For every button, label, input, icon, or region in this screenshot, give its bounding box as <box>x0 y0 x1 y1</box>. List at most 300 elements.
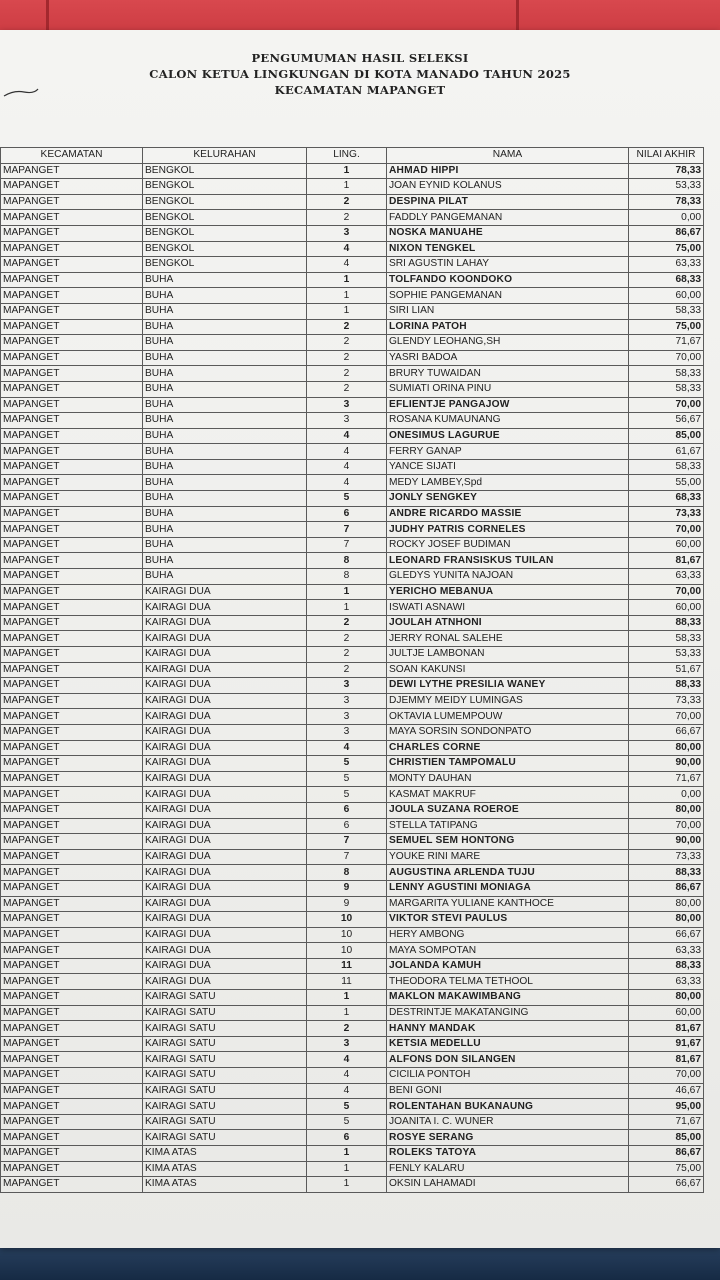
kelurahan-cell: KAIRAGI SATU <box>143 1036 307 1052</box>
ling-cell: 4 <box>307 1068 387 1084</box>
kecamatan-cell: MAPANGET <box>1 303 143 319</box>
kelurahan-cell: KAIRAGI DUA <box>143 693 307 709</box>
kelurahan-cell: KAIRAGI DUA <box>143 787 307 803</box>
ling-cell: 1 <box>307 990 387 1006</box>
ling-cell: 3 <box>307 1036 387 1052</box>
table-row <box>1 787 704 803</box>
table-row <box>1 522 704 538</box>
nilai-cell: 80,00 <box>629 802 704 818</box>
ling-cell: 1 <box>307 600 387 616</box>
table-row <box>1 1130 704 1146</box>
ling-cell: 1 <box>307 1146 387 1162</box>
kelurahan-cell: BUHA <box>143 319 307 335</box>
kecamatan-cell: MAPANGET <box>1 1177 143 1193</box>
kecamatan-cell: MAPANGET <box>1 179 143 195</box>
kecamatan-cell: MAPANGET <box>1 600 143 616</box>
ling-cell: 7 <box>307 522 387 538</box>
kelurahan-cell: KAIRAGI DUA <box>143 756 307 772</box>
kecamatan-cell: MAPANGET <box>1 974 143 990</box>
kecamatan-cell: MAPANGET <box>1 491 143 507</box>
kecamatan-cell: MAPANGET <box>1 724 143 740</box>
kecamatan-cell: MAPANGET <box>1 1005 143 1021</box>
table-row <box>1 943 704 959</box>
kecamatan-cell: MAPANGET <box>1 740 143 756</box>
table-row <box>1 335 704 351</box>
ling-cell: 2 <box>307 335 387 351</box>
kecamatan-cell: MAPANGET <box>1 1068 143 1084</box>
kelurahan-cell: BUHA <box>143 272 307 288</box>
nilai-cell: 58,33 <box>629 366 704 382</box>
table-row <box>1 958 704 974</box>
kecamatan-cell: MAPANGET <box>1 756 143 772</box>
kelurahan-cell: BUHA <box>143 522 307 538</box>
ling-cell: 4 <box>307 444 387 460</box>
ling-cell: 1 <box>307 1005 387 1021</box>
kelurahan-cell: KAIRAGI DUA <box>143 709 307 725</box>
table-row <box>1 912 704 928</box>
ling-cell: 2 <box>307 1021 387 1037</box>
ling-cell: 7 <box>307 834 387 850</box>
ling-cell: 4 <box>307 459 387 475</box>
nilai-cell: 70,00 <box>629 709 704 725</box>
nama-cell: ISWATI ASNAWI <box>387 600 629 616</box>
table-row <box>1 397 704 413</box>
table-row <box>1 1083 704 1099</box>
table-row <box>1 802 704 818</box>
table-row <box>1 740 704 756</box>
kecamatan-cell: MAPANGET <box>1 802 143 818</box>
ling-cell: 8 <box>307 553 387 569</box>
nama-cell: MONTY DAUHAN <box>387 771 629 787</box>
nilai-cell: 63,33 <box>629 943 704 959</box>
kecamatan-cell: MAPANGET <box>1 1114 143 1130</box>
nama-cell: YERICHO MEBANUA <box>387 584 629 600</box>
nilai-cell: 60,00 <box>629 1005 704 1021</box>
nama-cell: AHMAD HIPPI <box>387 163 629 179</box>
kelurahan-cell: BENGKOL <box>143 257 307 273</box>
nilai-cell: 88,33 <box>629 678 704 694</box>
kecamatan-cell: MAPANGET <box>1 506 143 522</box>
kecamatan-cell: MAPANGET <box>1 678 143 694</box>
kelurahan-cell: BUHA <box>143 459 307 475</box>
nilai-cell: 95,00 <box>629 1099 704 1115</box>
table-row <box>1 506 704 522</box>
kelurahan-cell: BENGKOL <box>143 163 307 179</box>
ling-cell: 2 <box>307 350 387 366</box>
ling-cell: 4 <box>307 428 387 444</box>
nilai-cell: 71,67 <box>629 771 704 787</box>
kelurahan-cell: BENGKOL <box>143 210 307 226</box>
nama-cell: DESTRINTJE MAKATANGING <box>387 1005 629 1021</box>
kelurahan-cell: BUHA <box>143 491 307 507</box>
nilai-cell: 80,00 <box>629 740 704 756</box>
ling-cell: 4 <box>307 257 387 273</box>
table-row <box>1 927 704 943</box>
nilai-cell: 0,00 <box>629 210 704 226</box>
table-row <box>1 459 704 475</box>
kecamatan-cell: MAPANGET <box>1 662 143 678</box>
nilai-cell: 85,00 <box>629 1130 704 1146</box>
kelurahan-cell: KAIRAGI SATU <box>143 1005 307 1021</box>
ling-cell: 2 <box>307 381 387 397</box>
nama-cell: ALFONS DON SILANGEN <box>387 1052 629 1068</box>
nama-cell: YOUKE RINI MARE <box>387 849 629 865</box>
ling-cell: 2 <box>307 615 387 631</box>
table-row <box>1 974 704 990</box>
kelurahan-cell: KAIRAGI DUA <box>143 724 307 740</box>
nilai-cell: 46,67 <box>629 1083 704 1099</box>
kecamatan-cell: MAPANGET <box>1 865 143 881</box>
nama-cell: NOSKA MANUAHE <box>387 225 629 241</box>
kecamatan-cell: MAPANGET <box>1 849 143 865</box>
nilai-cell: 61,67 <box>629 444 704 460</box>
kecamatan-cell: MAPANGET <box>1 257 143 273</box>
table-row <box>1 756 704 772</box>
kecamatan-cell: MAPANGET <box>1 771 143 787</box>
nama-cell: ROSYE SERANG <box>387 1130 629 1146</box>
table-row <box>1 225 704 241</box>
kelurahan-cell: KAIRAGI DUA <box>143 771 307 787</box>
kecamatan-cell: MAPANGET <box>1 1083 143 1099</box>
table-row <box>1 1005 704 1021</box>
kelurahan-cell: KAIRAGI SATU <box>143 1021 307 1037</box>
ling-cell: 2 <box>307 647 387 663</box>
table-row <box>1 241 704 257</box>
nama-cell: EFLIENTJE PANGAJOW <box>387 397 629 413</box>
kecamatan-cell: MAPANGET <box>1 912 143 928</box>
ling-cell: 4 <box>307 241 387 257</box>
table-row <box>1 428 704 444</box>
ling-cell: 9 <box>307 896 387 912</box>
nilai-cell: 90,00 <box>629 834 704 850</box>
nama-cell: OKTAVIA LUMEMPOUW <box>387 709 629 725</box>
kecamatan-cell: MAPANGET <box>1 1099 143 1115</box>
table-row <box>1 662 704 678</box>
kelurahan-cell: KAIRAGI DUA <box>143 678 307 694</box>
table-row <box>1 179 704 195</box>
nilai-cell: 66,67 <box>629 1177 704 1193</box>
kelurahan-cell: KAIRAGI DUA <box>143 974 307 990</box>
table-row <box>1 1099 704 1115</box>
kelurahan-cell: KAIRAGI DUA <box>143 834 307 850</box>
nama-cell: FERRY GANAP <box>387 444 629 460</box>
nilai-cell: 70,00 <box>629 397 704 413</box>
table-row <box>1 288 704 304</box>
nilai-cell: 58,33 <box>629 303 704 319</box>
nilai-cell: 56,67 <box>629 413 704 429</box>
nama-cell: BENI GONI <box>387 1083 629 1099</box>
kecamatan-cell: MAPANGET <box>1 880 143 896</box>
kecamatan-cell: MAPANGET <box>1 1036 143 1052</box>
nama-cell: DEWI LYTHE PRESILIA WANEY <box>387 678 629 694</box>
kelurahan-cell: BUHA <box>143 506 307 522</box>
nilai-cell: 66,67 <box>629 724 704 740</box>
nilai-cell: 63,33 <box>629 569 704 585</box>
kecamatan-cell: MAPANGET <box>1 428 143 444</box>
column-header-nama: NAMA <box>387 148 629 164</box>
kecamatan-cell: MAPANGET <box>1 1021 143 1037</box>
nilai-cell: 86,67 <box>629 880 704 896</box>
nilai-cell: 80,00 <box>629 912 704 928</box>
nama-cell: ROLENTAHAN BUKANAUNG <box>387 1099 629 1115</box>
nilai-cell: 71,67 <box>629 335 704 351</box>
kelurahan-cell: BUHA <box>143 381 307 397</box>
ling-cell: 3 <box>307 693 387 709</box>
nama-cell: VIKTOR STEVI PAULUS <box>387 912 629 928</box>
nilai-cell: 58,33 <box>629 459 704 475</box>
header-district: KECAMATAN MAPANGET <box>274 83 446 97</box>
ling-cell: 8 <box>307 865 387 881</box>
nilai-cell: 55,00 <box>629 475 704 491</box>
kecamatan-cell: MAPANGET <box>1 537 143 553</box>
table-row <box>1 647 704 663</box>
ling-cell: 6 <box>307 1130 387 1146</box>
kelurahan-cell: KAIRAGI DUA <box>143 600 307 616</box>
nilai-cell: 70,00 <box>629 1068 704 1084</box>
table-body <box>1 163 704 1192</box>
ling-cell: 2 <box>307 319 387 335</box>
table-row <box>1 1177 704 1193</box>
nilai-cell: 58,33 <box>629 631 704 647</box>
nama-cell: STELLA TATIPANG <box>387 818 629 834</box>
kecamatan-cell: MAPANGET <box>1 241 143 257</box>
kelurahan-cell: BUHA <box>143 397 307 413</box>
kelurahan-cell: BUHA <box>143 413 307 429</box>
kelurahan-cell: BENGKOL <box>143 194 307 210</box>
nama-cell: CHRISTIEN TAMPOMALU <box>387 756 629 772</box>
nilai-cell: 90,00 <box>629 756 704 772</box>
table-row <box>1 1052 704 1068</box>
ling-cell: 8 <box>307 569 387 585</box>
table-row <box>1 1036 704 1052</box>
kelurahan-cell: KAIRAGI DUA <box>143 740 307 756</box>
nama-cell: JOANITA I. C. WUNER <box>387 1114 629 1130</box>
nilai-cell: 75,00 <box>629 319 704 335</box>
nama-cell: DESPINA PILAT <box>387 194 629 210</box>
ling-cell: 3 <box>307 413 387 429</box>
kecamatan-cell: MAPANGET <box>1 444 143 460</box>
nilai-cell: 88,33 <box>629 865 704 881</box>
nilai-cell: 66,67 <box>629 927 704 943</box>
table-row <box>1 709 704 725</box>
kecamatan-cell: MAPANGET <box>1 1130 143 1146</box>
ling-cell: 1 <box>307 303 387 319</box>
kelurahan-cell: KIMA ATAS <box>143 1146 307 1162</box>
ling-cell: 2 <box>307 210 387 226</box>
nama-cell: JONLY SENGKEY <box>387 491 629 507</box>
kelurahan-cell: KAIRAGI DUA <box>143 927 307 943</box>
kelurahan-cell: KAIRAGI SATU <box>143 1114 307 1130</box>
kelurahan-cell: KAIRAGI SATU <box>143 1083 307 1099</box>
kelurahan-cell: KAIRAGI DUA <box>143 865 307 881</box>
nama-cell: TOLFANDO KOONDOKO <box>387 272 629 288</box>
ling-cell: 3 <box>307 724 387 740</box>
kecamatan-cell: MAPANGET <box>1 288 143 304</box>
kelurahan-cell: KAIRAGI SATU <box>143 1099 307 1115</box>
table-row <box>1 1021 704 1037</box>
table-row <box>1 413 704 429</box>
header-subtitle: CALON KETUA LINGKUNGAN DI KOTA MANADO TAHUN 2025 <box>149 67 571 81</box>
nama-cell: FENLY KALARU <box>387 1161 629 1177</box>
nama-cell: JULTJE LAMBONAN <box>387 647 629 663</box>
kelurahan-cell: KAIRAGI DUA <box>143 943 307 959</box>
ling-cell: 4 <box>307 475 387 491</box>
kecamatan-cell: MAPANGET <box>1 413 143 429</box>
results-table <box>0 147 704 1193</box>
table-row <box>1 771 704 787</box>
nama-cell: KETSIA MEDELLU <box>387 1036 629 1052</box>
nilai-cell: 70,00 <box>629 818 704 834</box>
nama-cell: SUMIATI ORINA PINU <box>387 381 629 397</box>
table-row <box>1 818 704 834</box>
table-row <box>1 257 704 273</box>
table-row <box>1 865 704 881</box>
nilai-cell: 78,33 <box>629 163 704 179</box>
nama-cell: LEONARD FRANSISKUS TUILAN <box>387 553 629 569</box>
ling-cell: 3 <box>307 678 387 694</box>
table-row <box>1 849 704 865</box>
nama-cell: ROLEKS TATOYA <box>387 1146 629 1162</box>
kecamatan-cell: MAPANGET <box>1 693 143 709</box>
nilai-cell: 53,33 <box>629 179 704 195</box>
kecamatan-cell: MAPANGET <box>1 553 143 569</box>
nilai-cell: 53,33 <box>629 647 704 663</box>
header-title: PENGUMUMAN HASIL SELEKSI <box>251 51 469 65</box>
table-row <box>1 1068 704 1084</box>
kecamatan-cell: MAPANGET <box>1 1052 143 1068</box>
nilai-cell: 80,00 <box>629 896 704 912</box>
ling-cell: 1 <box>307 1161 387 1177</box>
nama-cell: JOLANDA KAMUH <box>387 958 629 974</box>
kelurahan-cell: KAIRAGI SATU <box>143 1052 307 1068</box>
kecamatan-cell: MAPANGET <box>1 225 143 241</box>
ling-cell: 1 <box>307 1177 387 1193</box>
nilai-cell: 73,33 <box>629 849 704 865</box>
nilai-cell: 78,33 <box>629 194 704 210</box>
nilai-cell: 60,00 <box>629 600 704 616</box>
ling-cell: 5 <box>307 1114 387 1130</box>
nilai-cell: 51,67 <box>629 662 704 678</box>
table-row <box>1 693 704 709</box>
table-row <box>1 319 704 335</box>
nama-cell: MAKLON MAKAWIMBANG <box>387 990 629 1006</box>
kelurahan-cell: KAIRAGI DUA <box>143 880 307 896</box>
ling-cell: 9 <box>307 880 387 896</box>
nama-cell: ANDRE RICARDO MASSIE <box>387 506 629 522</box>
kelurahan-cell: BUHA <box>143 288 307 304</box>
nama-cell: CICILIA PONTOH <box>387 1068 629 1084</box>
table-row <box>1 1114 704 1130</box>
kecamatan-cell: MAPANGET <box>1 615 143 631</box>
ling-cell: 1 <box>307 163 387 179</box>
nilai-cell: 60,00 <box>629 288 704 304</box>
table-row <box>1 163 704 179</box>
kelurahan-cell: BUHA <box>143 350 307 366</box>
kecamatan-cell: MAPANGET <box>1 163 143 179</box>
kecamatan-cell: MAPANGET <box>1 1161 143 1177</box>
table-row <box>1 350 704 366</box>
kelurahan-cell: KAIRAGI DUA <box>143 647 307 663</box>
nama-cell: LORINA PATOH <box>387 319 629 335</box>
kecamatan-cell: MAPANGET <box>1 927 143 943</box>
nama-cell: FADDLY PANGEMANAN <box>387 210 629 226</box>
kelurahan-cell: BENGKOL <box>143 241 307 257</box>
kelurahan-cell: KAIRAGI DUA <box>143 615 307 631</box>
table-row <box>1 990 704 1006</box>
kecamatan-cell: MAPANGET <box>1 475 143 491</box>
ling-cell: 6 <box>307 506 387 522</box>
kelurahan-cell: BUHA <box>143 428 307 444</box>
kecamatan-cell: MAPANGET <box>1 709 143 725</box>
nama-cell: ROSANA KUMAUNANG <box>387 413 629 429</box>
column-header-kecamatan: KECAMATAN <box>1 148 143 164</box>
nama-cell: MEDY LAMBEY,Spd <box>387 475 629 491</box>
nilai-cell: 73,33 <box>629 506 704 522</box>
ling-cell: 11 <box>307 974 387 990</box>
ling-cell: 4 <box>307 1052 387 1068</box>
table-row <box>1 303 704 319</box>
nama-cell: ROCKY JOSEF BUDIMAN <box>387 537 629 553</box>
kelurahan-cell: KAIRAGI DUA <box>143 958 307 974</box>
ling-cell: 5 <box>307 756 387 772</box>
kelurahan-cell: BUHA <box>143 335 307 351</box>
ling-cell: 1 <box>307 288 387 304</box>
kelurahan-cell: KAIRAGI SATU <box>143 990 307 1006</box>
kecamatan-cell: MAPANGET <box>1 834 143 850</box>
ling-cell: 10 <box>307 943 387 959</box>
nama-cell: LENNY AGUSTINI MONIAGA <box>387 880 629 896</box>
nilai-cell: 86,67 <box>629 225 704 241</box>
kecamatan-cell: MAPANGET <box>1 569 143 585</box>
kelurahan-cell: BUHA <box>143 303 307 319</box>
nama-cell: SOPHIE PANGEMANAN <box>387 288 629 304</box>
nilai-cell: 81,67 <box>629 1052 704 1068</box>
nama-cell: JOAN EYNID KOLANUS <box>387 179 629 195</box>
nama-cell: MAYA SOMPOTAN <box>387 943 629 959</box>
kecamatan-cell: MAPANGET <box>1 990 143 1006</box>
announcement-header <box>0 50 720 98</box>
ling-cell: 6 <box>307 818 387 834</box>
nilai-cell: 70,00 <box>629 522 704 538</box>
table-row <box>1 553 704 569</box>
table-row <box>1 381 704 397</box>
kelurahan-cell: KIMA ATAS <box>143 1177 307 1193</box>
ling-cell: 2 <box>307 366 387 382</box>
kecamatan-cell: MAPANGET <box>1 943 143 959</box>
nilai-cell: 80,00 <box>629 990 704 1006</box>
nama-cell: JOULA SUZANA ROEROE <box>387 802 629 818</box>
nama-cell: MAYA SORSIN SONDONPATO <box>387 724 629 740</box>
table-row <box>1 272 704 288</box>
table-row <box>1 724 704 740</box>
column-header-ling: LING. <box>307 148 387 164</box>
kecamatan-cell: MAPANGET <box>1 335 143 351</box>
kecamatan-cell: MAPANGET <box>1 350 143 366</box>
ling-cell: 1 <box>307 179 387 195</box>
table-row <box>1 569 704 585</box>
nilai-cell: 70,00 <box>629 584 704 600</box>
ling-cell: 10 <box>307 927 387 943</box>
kelurahan-cell: BUHA <box>143 475 307 491</box>
table-row <box>1 444 704 460</box>
nama-cell: BRURY TUWAIDAN <box>387 366 629 382</box>
ling-cell: 1 <box>307 272 387 288</box>
nilai-cell: 86,67 <box>629 1146 704 1162</box>
kecamatan-cell: MAPANGET <box>1 381 143 397</box>
kelurahan-cell: KAIRAGI DUA <box>143 896 307 912</box>
nilai-cell: 73,33 <box>629 693 704 709</box>
nilai-cell: 88,33 <box>629 615 704 631</box>
